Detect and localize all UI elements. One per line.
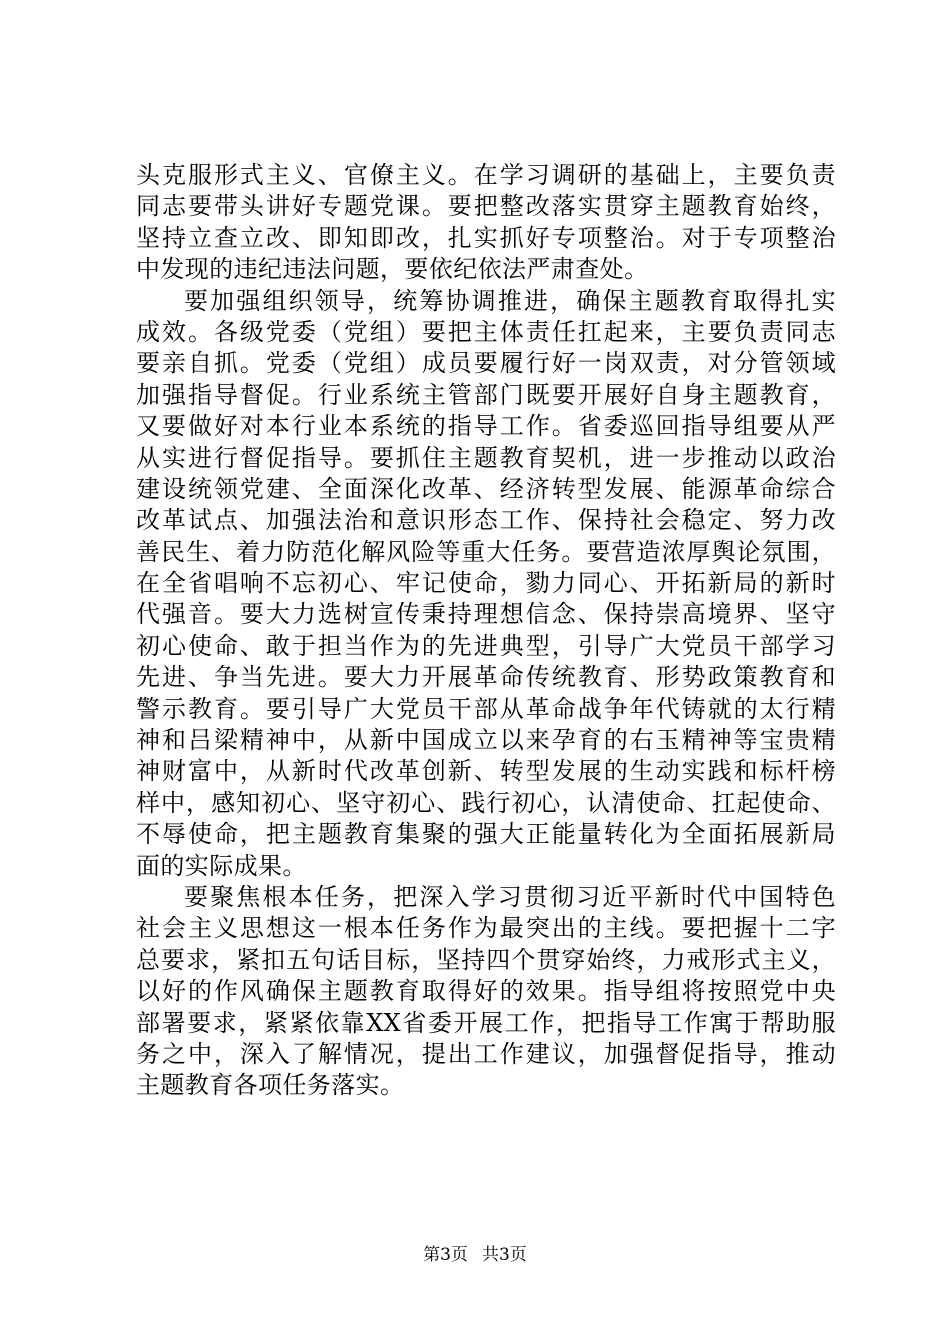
text-line: 警示教育。要引导广大党员干部从革命战争年代铸就的太行精 — [136, 694, 836, 723]
text-line: 要聚焦根本任务，把深入学习贯彻习近平新时代中国特色 — [184, 882, 836, 911]
paragraph — [136, 160, 836, 286]
page-total: 共3页 — [482, 1245, 527, 1265]
text-line: 坚持立查立改、即知即改，扎实抓好专项整治。对于专项整治 — [136, 223, 836, 252]
text-line: 以好的作风确保主题教育取得好的效果。指导组将按照党中央 — [136, 977, 836, 1006]
text-line: 主题教育各项任务落实。 — [136, 1071, 405, 1100]
text-line: 初心使命、敢于担当作为的先进典型，引导广大党员干部学习 — [136, 631, 836, 660]
text-line: 先进、争当先进。要大力开展革命传统教育、形势政策教育和 — [136, 663, 836, 692]
text-line: 在全省唱响不忘初心、牢记使命，勠力同心、开拓新局的新时 — [136, 569, 836, 598]
document-body — [136, 160, 836, 1102]
text-line: 样中，感知初心、坚守初心、践行初心，认清使命、扛起使命、 — [136, 788, 836, 817]
text-line: 神财富中，从新时代改革创新、转型发展的生动实践和标杆榜 — [136, 757, 836, 786]
page-number: 第3页 — [423, 1245, 468, 1265]
text-line: 建设统领党建、全面深化改革、经济转型发展、能源革命综合 — [136, 474, 836, 503]
page-footer — [0, 1244, 950, 1266]
text-line: 又要做好对本行业本系统的指导工作。省委巡回指导组要从严 — [136, 412, 836, 441]
text-line: 不辱使命，把主题教育集聚的强大正能量转化为全面拓展新局 — [136, 820, 836, 849]
text-line: 善民生、着力防范化解风险等重大任务。要营造浓厚舆论氛围， — [136, 537, 836, 566]
text-line: 同志要带头讲好专题党课。要把整改落实贯穿主题教育始终， — [136, 192, 836, 221]
text-line: 中发现的违纪违法问题，要依纪依法严肃查处。 — [136, 255, 649, 284]
text-line: 成效。各级党委（党组）要把主体责任扛起来，主要负责同志 — [136, 317, 836, 346]
text-line: 从实进行督促指导。要抓住主题教育契机，进一步推动以政治 — [136, 443, 836, 472]
text-line: 面的实际成果。 — [136, 851, 307, 880]
paragraph — [136, 286, 836, 882]
text-line: 代强音。要大力选树宣传秉持理想信念、保持崇高境界、坚守 — [136, 600, 836, 629]
text-line: 总要求，紧扣五句话目标，坚持四个贯穿始终，力戒形式主义， — [136, 945, 836, 974]
text-line: 要亲自抓。党委（党组）成员要履行好一岗双责，对分管领域 — [136, 349, 836, 378]
paragraph — [136, 882, 836, 1102]
text-line: 务之中，深入了解情况，提出工作建议，加强督促指导，推动 — [136, 1039, 836, 1068]
text-line: 加强指导督促。行业系统主管部门既要开展好自身主题教育， — [136, 380, 836, 409]
text-line: 社会主义思想这一根本任务作为最突出的主线。要把握十二字 — [136, 914, 836, 943]
text-line: 要加强组织领导，统筹协调推进，确保主题教育取得扎实 — [184, 286, 836, 315]
text-line: 部署要求，紧紧依靠XX省委开展工作，把指导工作寓于帮助服 — [136, 1008, 836, 1037]
text-line: 改革试点、加强法治和意识形态工作、保持社会稳定、努力改 — [136, 506, 836, 535]
text-line: 神和吕梁精神中，从新中国成立以来孕育的右玉精神等宝贵精 — [136, 726, 836, 755]
text-line: 头克服形式主义、官僚主义。在学习调研的基础上，主要负责 — [136, 161, 836, 189]
